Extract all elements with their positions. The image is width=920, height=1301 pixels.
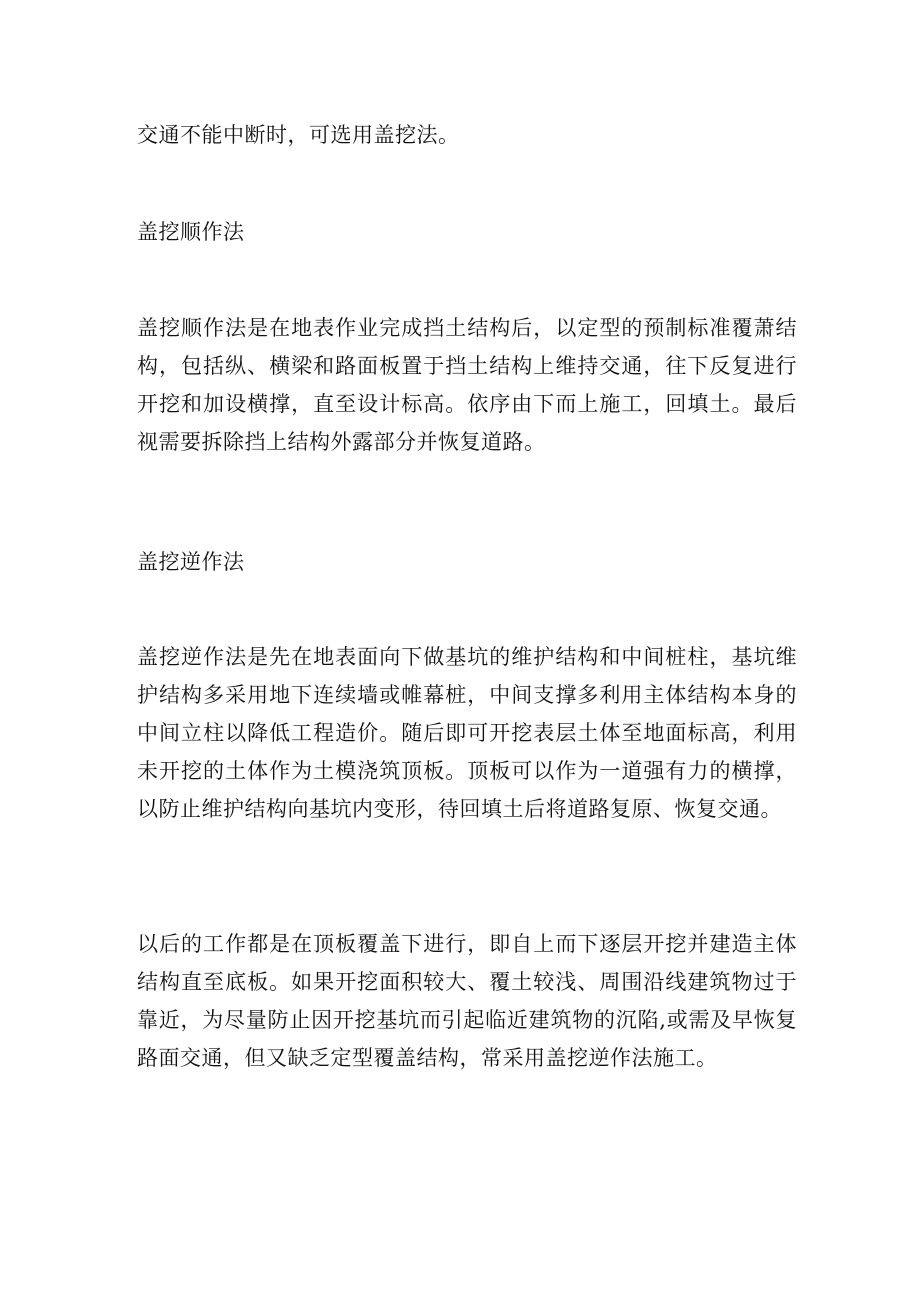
text-line: 以防止维护结构向基坑内变形，待回填土后将道路复原、恢复交通。 — [137, 797, 782, 821]
text-line: 盖挖逆作法是先在地表面向下做基坑的维护结构和中间桩柱，基坑维 — [137, 645, 797, 669]
text-line: 构，包括纵、横梁和路面板置于挡土结构上维持交通，往下反复进行 — [137, 354, 797, 378]
text-line: 以后的工作都是在顶板覆盖下进行，即自上而下逐层开挖并建造主体 — [137, 932, 797, 956]
section-heading-nizuo — [137, 543, 797, 581]
shunzuo-paragraph — [137, 309, 797, 461]
followup-paragraph — [137, 925, 797, 1077]
text-line: 护结构多采用地下连续墙或帷幕桩，中间支撑多利用主体结构本身的 — [137, 683, 797, 707]
section-heading-shunzuo — [137, 213, 797, 251]
text-line: 开挖和加设横撑，直至设计标高。依序由下而上施工，回填土。最后 — [137, 392, 797, 416]
text-line: 靠近，为尽量防止因开挖基坑而引起临近建筑物的沉陷,或需及早恢复 — [137, 1008, 797, 1032]
text-line: 交通不能中断时，可选用盖挖法。 — [137, 123, 460, 147]
heading-text: 盖挖顺作法 — [137, 220, 245, 244]
heading-text: 盖挖逆作法 — [137, 550, 245, 574]
text-line: 盖挖顺作法是在地表作业完成挡土结构后，以定型的预制标准覆萧结 — [137, 316, 797, 340]
text-line: 中间立柱以降低工程造价。随后即可开挖表层土体至地面标高，利用 — [137, 721, 797, 745]
text-line: 结构直至底板。如果开挖面积较大、覆土较浅、周围沿线建筑物过于 — [137, 970, 797, 994]
text-line: 未开挖的土体作为土模浇筑顶板。顶板可以作为一道强有力的横撑， — [137, 759, 797, 783]
text-line: 路面交通，但又缺乏定型覆盖结构，常采用盖挖逆作法施工。 — [137, 1046, 718, 1070]
nizuo-paragraph — [137, 638, 797, 828]
text-line: 视需要拆除挡上结构外露部分并恢复道路。 — [137, 430, 546, 454]
intro-paragraph — [137, 116, 797, 154]
